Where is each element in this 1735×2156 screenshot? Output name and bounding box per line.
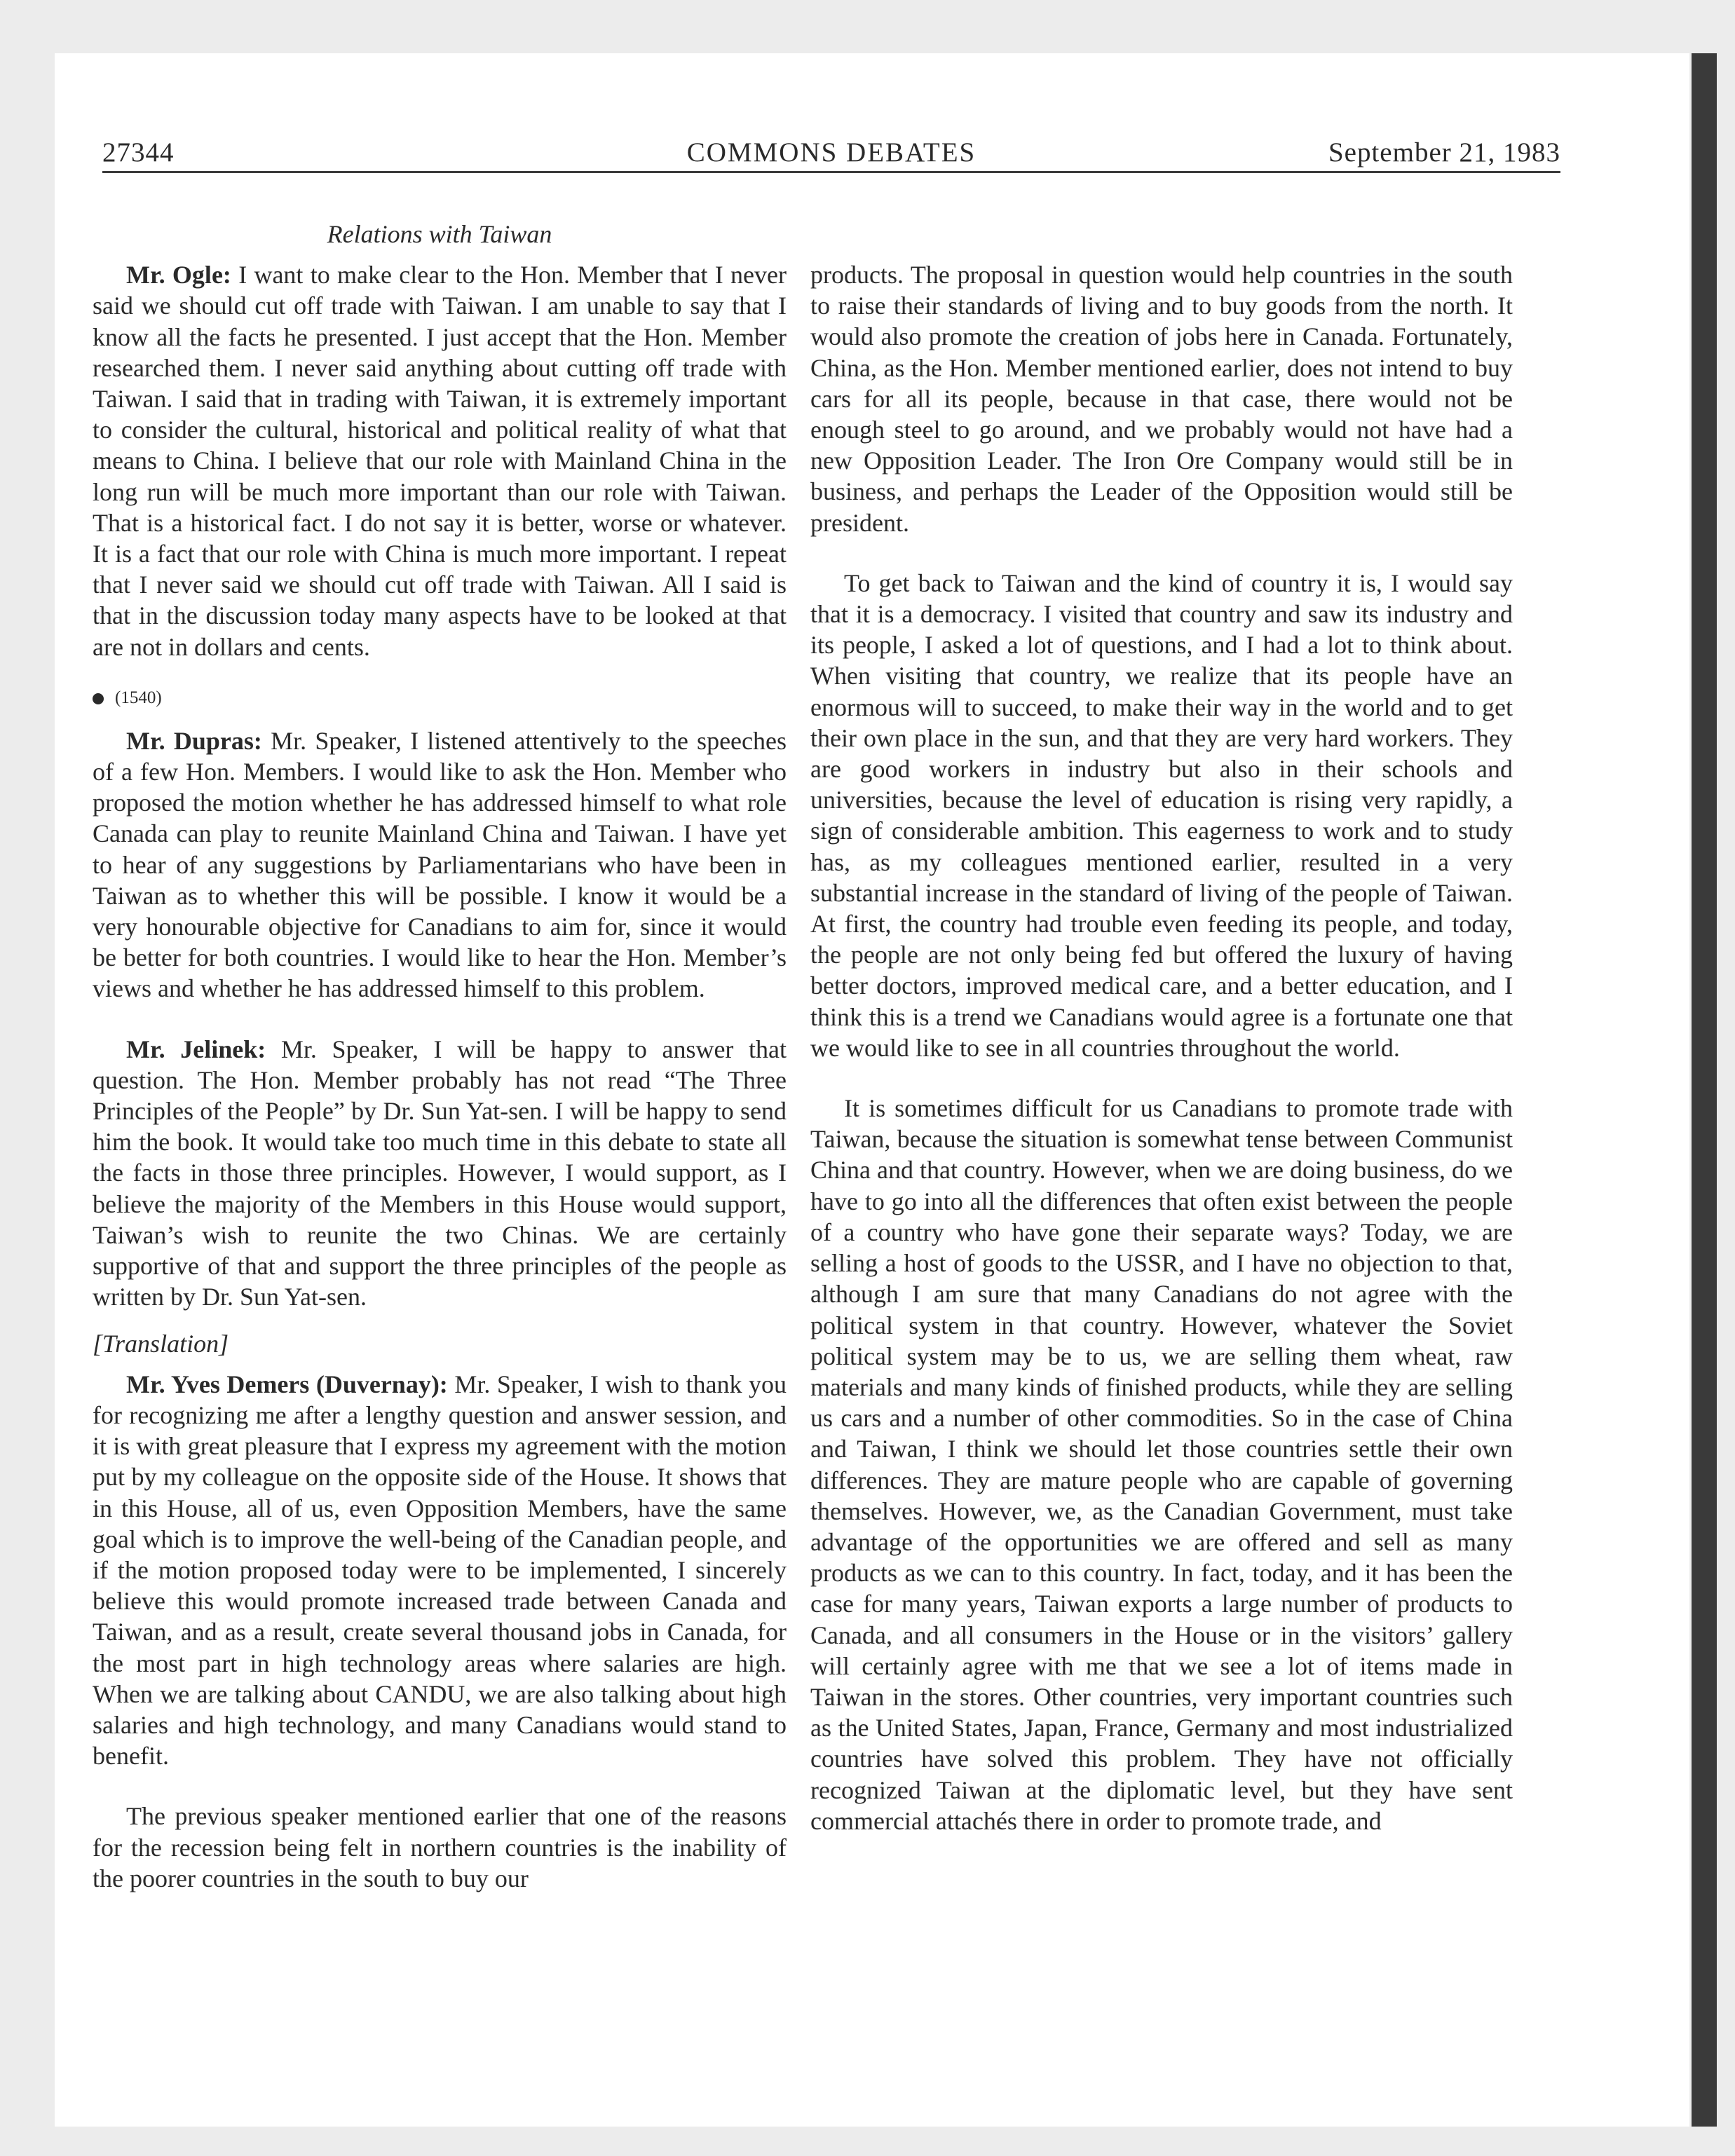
speech-text: I want to make clear to the Hon. Member that I never said we should cut off trade with Taiwan. I am unable to say that I know all the facts he presented. I just accept that the Hon. Member researched them. I never said anything about cutting off trade with Taiwan. I said that in trading with Taiwan, it is extremely important to consider the cultural, historical and political reality of what that means to China. I believe that our role with Mainland China in the long run will be much more important than our role with Taiwan. That is a historical fact. I do not say it is better, worse or whatever. It is a fact that our role with China is much more important. I repeat that I never said we should cut off trade with Taiwan. All I said is that in the discussion today many aspects have to be looked at that are not in dollars and cents. <box>93 261 787 661</box>
page-header <box>102 125 1560 173</box>
bullet-dot-icon <box>93 693 104 704</box>
speech-text: Mr. Speaker, I listened attentively to the speeches of a few Hon. Members. I would like to ask the Hon. Member who proposed the motion whether he has addressed himself to what role Canada can play to reunite Mainland China and Taiwan. I have yet to hear of any suggestions by Parliamentarians who have been in Taiwan as to whether this will be possible. I know it would be a very honourable objective for Canadians to aim for, since it would be better for both countries. I would like to hear the Hon. Member’s views and whether he has addressed himself to this problem. <box>93 726 787 1003</box>
speech-paragraph: The previous speaker mentioned earlier that one of the reasons for the recession being felt in northern countries is the inability of the poorer countries in the south to buy our <box>93 1802 787 1892</box>
page-number: 27344 <box>102 137 175 168</box>
speaker-name: Mr. Dupras: <box>126 726 262 755</box>
publication-date: September 21, 1983 <box>1328 137 1560 168</box>
speech-text: Mr. Speaker, I wish to thank you for recognizing me after a lengthy question and answer session, and it is with great pleasure that I express my agreement with the motion put by my colleague on the opposite side of the House. It shows that in this House, all of us, even Opposition Members, have the same goal which is to improve the well-being of the Canadian people, and if the motion proposed today were to be implemented, I sincerely believe this would promote increased trade between Canada and Taiwan, and as a result, create several thousand jobs in Canada, for the most part in high technology areas where salaries are high. When we are talking about CANDU, we are also talking about high salaries and high technology, and many Canadians would stand to benefit. <box>93 1370 787 1770</box>
time-marker-text: (1540) <box>115 688 162 707</box>
publication-title: COMMONS DEBATES <box>686 137 977 168</box>
scan-edge-shadow <box>1692 53 1717 2127</box>
speaker-name: Mr. Jelinek: <box>126 1035 266 1063</box>
speech-jelinek <box>93 1034 787 1313</box>
speech-paragraph: To get back to Taiwan and the kind of country it is, I would say that it is a democracy. I visited that country and saw its industry and its people, I asked a lot of questions, and I had a lot to think about. When visiting that country, we realize that its people have an enormous will to succeed, to make their way in the world and to get their own place in the sun, and that they are very hard workers. They are good workers in industry but also in their schools and universities, because the level of education is rising very rapidly, a sign of considerable ambition. This eagerness to work and to study has, as my colleagues mentioned earlier, resulted in a very substantial increase in the standard of living of the people of Taiwan. At first, the country had trouble even feeding its people, and today, the people are not only being fed but offered the luxury of having better doctors, improved medical care, and a better education, and I think this is a trend we Canadians would agree is a fortunate one that we would like to see in all countries throughout the world. <box>810 568 1513 1062</box>
speaker-name: Mr. Ogle: <box>126 261 231 289</box>
speech-dupras <box>93 725 787 1004</box>
translation-label: [Translation] <box>93 1329 229 1358</box>
section-heading: Relations with Taiwan <box>327 220 552 248</box>
speech-paragraph: It is sometimes difficult for us Canadians to promote trade with Taiwan, because the situation is somewhat tense between Communist China and that country. However, when we are doing business, do we have to go into all the differences that often exist between the people of a country who have gone their separate ways? Today, we are selling a host of goods to the USSR, and I have no objection to that, although I am sure that many Canadians do not agree with the political system in that country. However, whatever the Soviet political system may be to us, we are selling them wheat, raw materials and many kinds of finished products, while they are selling us cars and a number of other commodities. So in the case of China and Taiwan, I think we should let those countries settle their own differences. They are mature people who are capable of governing themselves. However, we, as the Canadian Government, must take advantage of the opportunities we are offered and sell as many products as we can to this country. In fact, today, and it has been the case for many years, Taiwan exports a large number of products to Canada, and all consumers in the House or in the visitors’ gallery will certainly agree with me that we see a lot of items made in Taiwan in the stores. Other countries, very important countries such as the United States, Japan, France, Germany and most industrialized countries have solved this problem. They have not officially recognized Taiwan at the diplomatic level, but they have sent commercial attachés there in order to promote trade, and <box>810 1094 1513 1835</box>
speech-ogle <box>93 259 787 662</box>
speech-text: Mr. Speaker, I will be happy to answer that question. The Hon. Member probably has not read “The Three Principles of the People” by Dr. Sun Yat-sen. I will be happy to send him the book. It would take too much time in this debate to state all the facts in those three principles. However, I would support, as I believe the majority of the Members in this House would support, Taiwan’s wish to reunite the two Chinas. We are certainly supportive of that and support the three principles of the people as written by Dr. Sun Yat-sen. <box>93 1035 787 1311</box>
time-marker <box>93 686 787 710</box>
speech-paragraph: products. The proposal in question would help countries in the south to raise their standards of living and to buy goods from the north. It would also promote the creation of jobs here in Canada. Fortunately, China, as the Hon. Member mentioned earlier, does not intend to buy cars for all its people, because in that case, there would not be enough steel to go around, and we probably would not have had a new Opposition Leader. The Iron Ore Company would still be in business, and perhaps the Leader of the Opposition would still be president. <box>810 261 1513 537</box>
left-column <box>93 219 787 1894</box>
speech-demers <box>93 1369 787 1772</box>
speaker-name: Mr. Yves Demers (Duvernay): <box>126 1370 448 1398</box>
right-column <box>810 259 1513 1836</box>
